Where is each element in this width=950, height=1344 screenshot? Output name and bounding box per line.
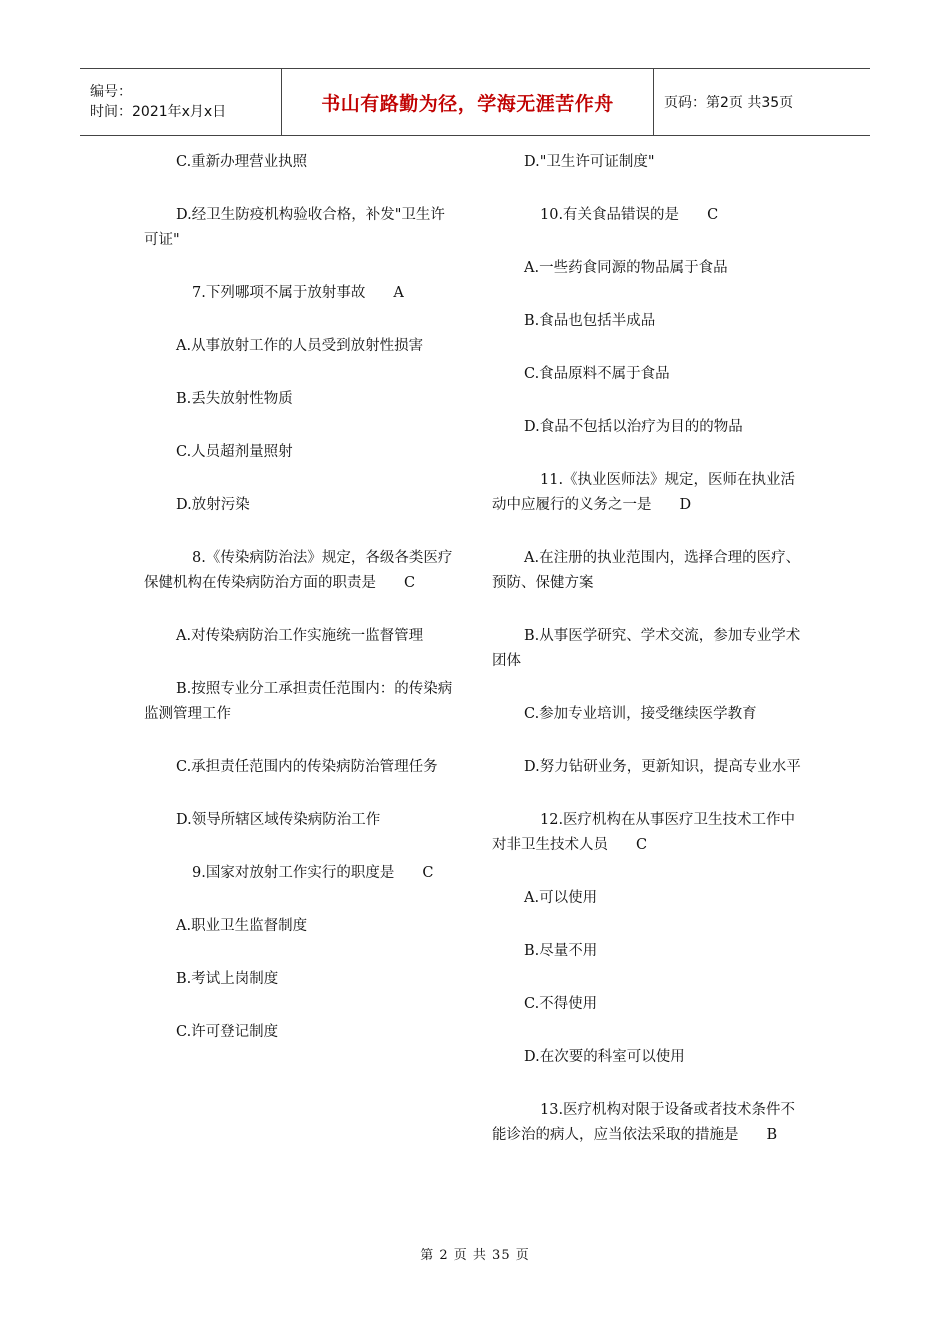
page-header [80, 68, 870, 136]
option-text: D.放射污染 [176, 497, 250, 513]
option-text: C.许可登记制度 [176, 1024, 279, 1040]
option-item [492, 150, 804, 175]
answer-key: C [422, 865, 434, 881]
option-text: B.食品也包括半成品 [524, 313, 656, 329]
option-text: C.不得使用 [524, 996, 598, 1012]
answer-key: B [766, 1127, 778, 1143]
option-item [144, 493, 456, 518]
option-text: D.在次要的科室可以使用 [524, 1049, 685, 1065]
question-text: 11.《执业医师法》规定，医师在执业活动中应履行的义务之一是 [492, 472, 796, 513]
question-text: 10.有关食品错误的是 [540, 207, 680, 223]
answer-key: C [707, 207, 719, 223]
option-item [492, 939, 804, 964]
document-number-label: 编号： [90, 84, 132, 100]
option-item [144, 624, 456, 649]
page-footer: 第 2 页 共 35 页 [420, 1248, 530, 1263]
question-text: 13.医疗机构对限于设备或者技术条件不能诊治的病人，应当依法采取的措施是 [492, 1102, 796, 1143]
option-text: D.经卫生防疫机构验收合格，补发"卫生许可证" [144, 207, 445, 248]
option-text: B.从事医学研究、学术交流，参加专业学术团体 [492, 628, 801, 669]
option-item [492, 362, 804, 387]
question-item [492, 468, 804, 518]
option-item [492, 624, 804, 674]
question-item [492, 808, 804, 858]
option-text: D."卫生许可证制度" [524, 154, 655, 170]
question-item [492, 203, 804, 228]
question-item [144, 861, 456, 886]
option-item [492, 992, 804, 1017]
option-text: A.可以使用 [524, 890, 598, 906]
header-page-info: 页码：第2页 共35页 [664, 95, 794, 111]
question-text: 8.《传染病防治法》规定，各级各类医疗保健机构在传染病防治方面的职责是 [144, 550, 453, 591]
option-text: D.领导所辖区域传染病防治工作 [176, 812, 381, 828]
option-text: B.尽量不用 [524, 943, 598, 959]
answer-key: A [393, 285, 404, 301]
option-item [144, 440, 456, 465]
header-meta [80, 69, 282, 135]
option-item [492, 755, 804, 780]
question-text: 7.下列哪项不属于放射事故 [192, 285, 366, 301]
option-item [144, 677, 456, 727]
option-text: A.职业卫生监督制度 [176, 918, 308, 934]
answer-key: D [679, 497, 692, 513]
option-item [144, 150, 456, 175]
option-text: D.食品不包括以治疗为目的的物品 [524, 419, 743, 435]
option-text: C.人员超剂量照射 [176, 444, 293, 460]
option-item [144, 967, 456, 992]
option-item [144, 755, 456, 780]
option-item [144, 1020, 456, 1045]
option-item [492, 1045, 804, 1070]
option-text: D.努力钻研业务，更新知识，提高专业水平 [524, 759, 801, 775]
option-item [492, 702, 804, 727]
document-date: 时间：2021年x月x日 [90, 104, 227, 120]
answer-key: C [404, 575, 416, 591]
option-item [492, 256, 804, 281]
option-item [492, 886, 804, 911]
option-item [492, 309, 804, 334]
right-column [492, 150, 804, 1176]
option-item [492, 546, 804, 596]
option-text: A.对传染病防治工作实施统一监督管理 [176, 628, 424, 644]
question-item [144, 546, 456, 596]
option-text: A.在注册的执业范围内，选择合理的医疗、预防、保健方案 [492, 550, 801, 591]
question-item [144, 281, 456, 306]
question-text: 9.国家对放射工作实行的职度是 [192, 865, 395, 881]
option-text: B.按照专业分工承担责任范围内：的传染病监测管理工作 [144, 681, 453, 722]
option-item [144, 334, 456, 359]
question-item [492, 1098, 804, 1148]
option-item [492, 415, 804, 440]
option-text: B.丢失放射性物质 [176, 391, 293, 407]
left-column [144, 150, 456, 1073]
option-text: C.参加专业培训，接受继续医学教育 [524, 706, 757, 722]
question-text: 12.医疗机构在从事医疗卫生技术工作中对非卫生技术人员 [492, 812, 796, 853]
option-text: A.从事放射工作的人员受到放射性损害 [176, 338, 424, 354]
option-item [144, 203, 456, 253]
option-text: C.食品原料不属于食品 [524, 366, 670, 382]
option-text: B.考试上岗制度 [176, 971, 279, 987]
answer-key: C [636, 837, 648, 853]
option-item [144, 914, 456, 939]
header-motto: 书山有路勤为径，学海无涯苦作舟 [282, 69, 654, 135]
option-text: C.重新办理营业执照 [176, 154, 308, 170]
option-text: A.一些药食同源的物品属于食品 [524, 260, 728, 276]
option-item [144, 808, 456, 833]
option-text: C.承担责任范围内的传染病防治管理任务 [176, 759, 438, 775]
option-item [144, 387, 456, 412]
